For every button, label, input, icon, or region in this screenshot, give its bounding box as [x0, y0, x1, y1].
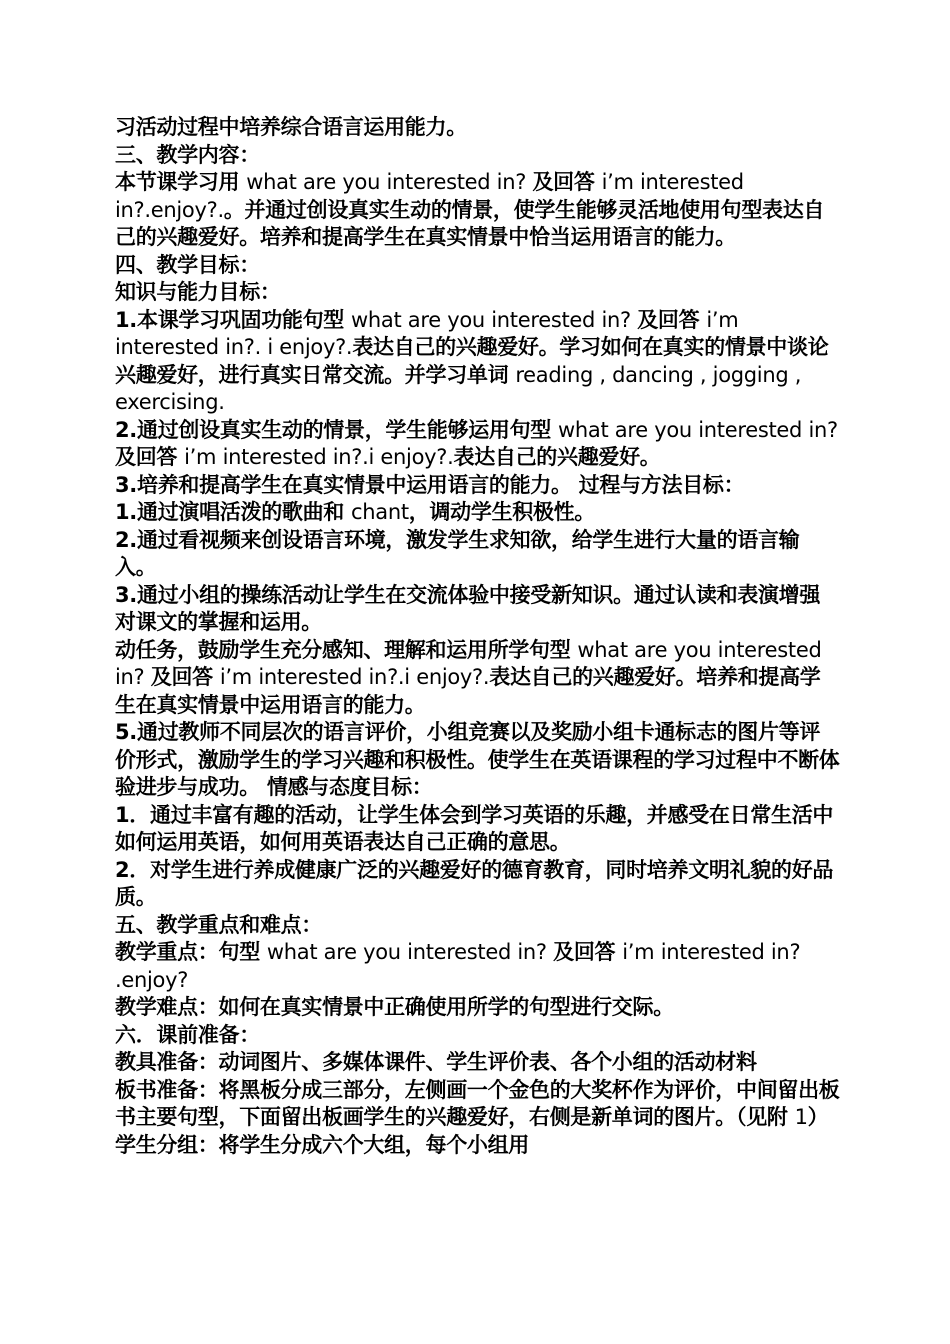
- text-run: 习活动过程中培养综合语言运用能力。: [115, 115, 467, 139]
- text-run: 三、教学内容：: [115, 142, 260, 167]
- text-run: 表达自己的兴趣爱好。培养和提高学生在真实情景中运用语言的能力。: [115, 665, 821, 717]
- text-run: what are you interested in?: [558, 417, 838, 442]
- text-run: 知识与能力目标：: [115, 280, 281, 304]
- text-run: 。并通过创设真实生动的情景，使学生能够灵活地使用句型表达自己的兴趣爱好。培养和提高学生在真实情景中恰当运用语言的能力。: [115, 197, 825, 249]
- text-run: ，调动学生积极性。: [408, 500, 596, 524]
- paragraph: [115, 499, 840, 527]
- paragraph: [115, 802, 840, 857]
- paragraph: [115, 857, 840, 912]
- document-body: [115, 114, 840, 1159]
- text-run: 动任务，鼓励学生充分感知、理解和运用所学句型: [115, 637, 578, 662]
- text-run: 1.本课学习巩固功能句型: [115, 307, 351, 332]
- paragraph: [115, 307, 840, 417]
- text-run: what are you interested in?: [115, 637, 822, 689]
- paragraph: [115, 1077, 840, 1160]
- text-run: 板书准备：将黑板分成三部分，左侧画一个金色的大奖杯作为评价，中间留出板书主要句型，下面留出板画学生的兴趣爱好，右侧是新单词的图片。（见附: [115, 1077, 840, 1129]
- text-run: 四、教学目标：: [115, 252, 260, 277]
- text-run: 及回答: [532, 170, 602, 194]
- paragraph: [115, 1022, 840, 1050]
- text-run: i’m interested in?. i enjoy?.: [115, 307, 739, 359]
- text-run: reading , dancing , jogging , exercising.: [115, 362, 802, 414]
- text-run: i’m interested in?.i enjoy?.: [219, 665, 490, 689]
- paragraph: [115, 142, 840, 170]
- text-run: 及回答: [637, 307, 707, 332]
- text-run: 教学重点：句型: [115, 940, 267, 964]
- paragraph: [115, 637, 840, 720]
- paragraph: [115, 472, 840, 500]
- text-run: chant: [351, 500, 409, 524]
- paragraph: [115, 1049, 840, 1077]
- paragraph: [115, 719, 840, 802]
- text-run: 表达自己的兴趣爱好。学习如何在真实的情景中谈论兴趣爱好，进行真实日常交流。并学习单词: [115, 335, 829, 387]
- text-run: what are you interested in?: [351, 307, 638, 332]
- text-run: 3.通过小组的操练活动让学生在交流体验中接受新知识。通过认读和表演增强对课文的掌握和运用。: [115, 582, 821, 634]
- text-run: 2.通过看视频来创设语言环境，激发学生求知欲，给学生进行大量的语言输入。: [115, 527, 800, 579]
- paragraph: [115, 912, 840, 940]
- text-run: 2．对学生进行养成健康广泛的兴趣爱好的德育教育，同时培养文明礼貌的好品质。: [115, 857, 834, 909]
- text-run: ） 学生分组：将学生分成六个大组，每个小组用: [115, 1105, 829, 1157]
- paragraph: [115, 527, 840, 582]
- text-run: 本节课学习用: [115, 170, 247, 194]
- text-run: 教学难点：如何在真实情景中正确使用所学的句型进行交际。: [115, 995, 674, 1019]
- text-run: 及回答: [553, 940, 623, 964]
- text-run: 及回答: [115, 445, 185, 469]
- paragraph: [115, 114, 840, 142]
- text-run: 3.培养和提高学生在真实情景中运用语言的能力。 过程与方法目标：: [115, 472, 745, 497]
- paragraph: [115, 279, 840, 307]
- text-run: 1.通过演唱活泼的歌曲和: [115, 500, 351, 524]
- text-run: 2.通过创设真实生动的情景，学生能够运用句型: [115, 417, 558, 442]
- text-run: 表达自己的兴趣爱好。: [453, 445, 661, 469]
- text-run: 1: [794, 1105, 808, 1129]
- text-run: what are you interested in?: [246, 170, 533, 194]
- paragraph: [115, 582, 840, 637]
- text-run: 五、教学重点和难点：: [115, 912, 322, 937]
- paragraph: [115, 994, 840, 1022]
- paragraph: [115, 169, 840, 252]
- text-run: 5.通过教师不同层次的语言评价，小组竞赛以及奖励小组卡通标志的图片等评价形式，激励学生的学习兴趣和积极性。使学生在英语课程的学习过程中不断体验进步与成功。 情感与态度目标：: [115, 720, 840, 799]
- text-run: i’m interested in?.enjoy?.: [115, 170, 744, 222]
- paragraph: [115, 252, 840, 280]
- paragraph: [115, 417, 840, 472]
- text-run: 及回答: [150, 665, 220, 689]
- text-run: i’m interested in? .enjoy?: [115, 940, 801, 992]
- text-run: what are you interested in?: [266, 940, 554, 964]
- text-run: 六．课前准备：: [115, 1022, 260, 1047]
- text-run: i’m interested in?.i enjoy?.: [184, 445, 454, 469]
- paragraph: [115, 939, 840, 994]
- text-run: 1．通过丰富有趣的活动，让学生体会到学习英语的乐趣，并感受在日常生活中如何运用英语，如何用英语表达自己正确的意思。: [115, 802, 834, 854]
- text-run: 教具准备：动词图片、多媒体课件、学生评价表、各个小组的活动材料: [115, 1050, 757, 1074]
